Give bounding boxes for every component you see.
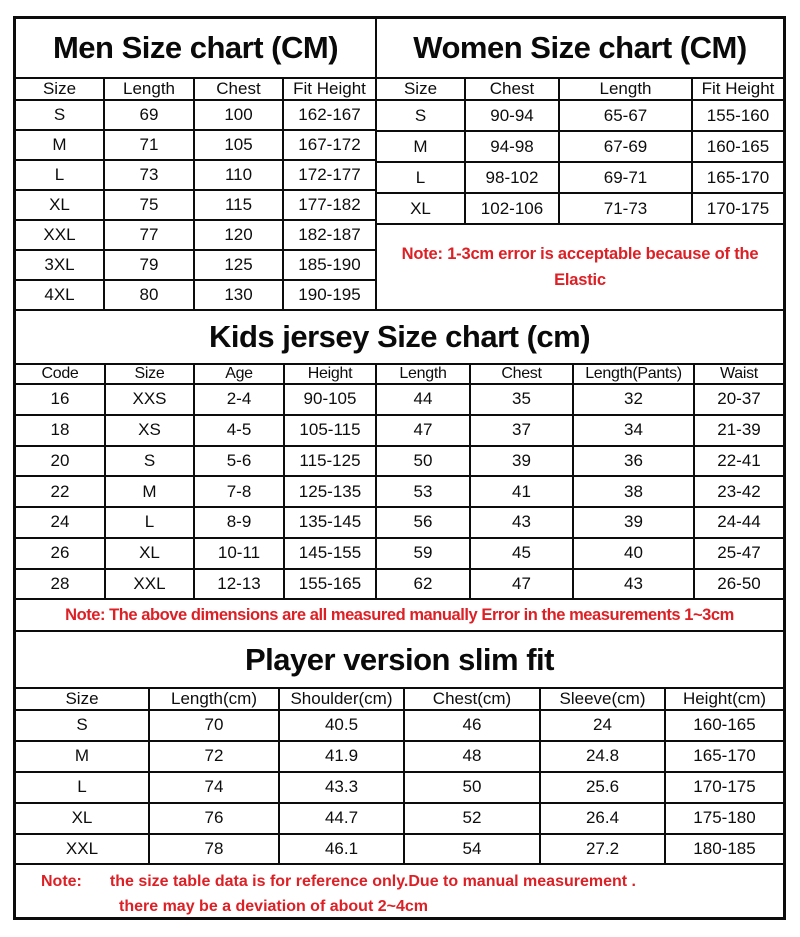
table-cell: 94-98: [465, 131, 559, 162]
table-cell: 125-135: [284, 476, 376, 507]
women-size-chart: [377, 19, 783, 309]
player-size-table: [16, 689, 783, 863]
table-cell: 77: [104, 220, 194, 250]
player-chart-title: Player version slim fit: [16, 632, 783, 689]
table-cell: 69-71: [559, 162, 692, 193]
table-cell: 3XL: [16, 250, 104, 280]
table-cell: 32: [573, 384, 694, 415]
men-size-table: [16, 79, 375, 309]
kids-table-header-row: [16, 365, 783, 384]
table-cell: 46.1: [279, 834, 404, 864]
player-version-section: [16, 632, 783, 917]
table-cell: 62: [376, 569, 470, 598]
table-cell: 165-170: [692, 162, 783, 193]
column-header: Chest: [194, 79, 283, 100]
table-cell: 110: [194, 160, 283, 190]
manual-measure-note: Note: The above dimensions are all measured manually Error in the measurements 1~3cm: [16, 598, 783, 630]
table-cell: 40.5: [279, 710, 404, 741]
player-table-header-row: [16, 689, 783, 710]
column-header: Length(cm): [149, 689, 279, 710]
table-cell: M: [16, 741, 149, 772]
table-row: [16, 741, 783, 772]
table-cell: 43: [573, 569, 694, 598]
table-row: [16, 190, 375, 220]
table-cell: M: [16, 130, 104, 160]
table-cell: 43: [470, 507, 573, 538]
table-cell: 25.6: [540, 772, 665, 803]
table-cell: 44: [376, 384, 470, 415]
table-cell: 73: [104, 160, 194, 190]
table-row: [16, 130, 375, 160]
table-cell: 48: [404, 741, 540, 772]
table-cell: S: [16, 100, 104, 130]
kids-size-table: [16, 365, 783, 598]
table-row: [16, 507, 783, 538]
table-row: [16, 100, 375, 130]
table-row: [377, 162, 783, 193]
table-cell: 69: [104, 100, 194, 130]
table-cell: 12-13: [194, 569, 284, 598]
table-cell: L: [16, 772, 149, 803]
table-cell: 65-67: [559, 100, 692, 131]
elastic-error-note-line1: Note: 1-3cm error is acceptable because of the: [401, 244, 759, 263]
table-cell: 50: [376, 446, 470, 477]
table-cell: 26: [16, 538, 105, 569]
table-row: [16, 476, 783, 507]
column-header: Chest: [465, 79, 559, 100]
table-cell: 79: [104, 250, 194, 280]
column-header: Height(cm): [665, 689, 783, 710]
column-header: Code: [16, 365, 105, 384]
table-cell: 54: [404, 834, 540, 864]
table-cell: 115: [194, 190, 283, 220]
table-cell: 16: [16, 384, 105, 415]
table-cell: 5-6: [194, 446, 284, 477]
table-cell: 185-190: [283, 250, 375, 280]
table-cell: 78: [149, 834, 279, 864]
table-cell: 26.4: [540, 803, 665, 834]
table-cell: 125: [194, 250, 283, 280]
table-cell: S: [377, 100, 465, 131]
table-cell: 20-37: [694, 384, 783, 415]
table-cell: XXL: [16, 220, 104, 250]
adult-size-section: [16, 19, 783, 311]
reference-only-note-line2: there may be a deviation of about 2~4cm: [119, 898, 428, 915]
table-row: [377, 100, 783, 131]
table-row: [16, 772, 783, 803]
table-cell: 56: [376, 507, 470, 538]
table-cell: 180-185: [665, 834, 783, 864]
table-cell: 100: [194, 100, 283, 130]
table-cell: 76: [149, 803, 279, 834]
table-cell: 24.8: [540, 741, 665, 772]
table-cell: L: [105, 507, 194, 538]
table-cell: 41: [470, 476, 573, 507]
column-header: Length: [376, 365, 470, 384]
table-cell: 2-4: [194, 384, 284, 415]
elastic-error-note-line2: Elastic: [554, 270, 606, 289]
table-cell: 71: [104, 130, 194, 160]
men-chart-title: Men Size chart (CM): [16, 19, 375, 79]
reference-only-note: [16, 863, 783, 917]
table-cell: 27.2: [540, 834, 665, 864]
table-row: [16, 803, 783, 834]
table-cell: 37: [470, 415, 573, 446]
table-cell: 160-165: [692, 131, 783, 162]
table-cell: 4XL: [16, 280, 104, 309]
table-cell: 155-165: [284, 569, 376, 598]
table-cell: 26-50: [694, 569, 783, 598]
column-header: Size: [105, 365, 194, 384]
table-cell: 10-11: [194, 538, 284, 569]
table-cell: 102-106: [465, 193, 559, 223]
column-header: Age: [194, 365, 284, 384]
table-cell: 22-41: [694, 446, 783, 477]
kids-chart-title: Kids jersey Size chart (cm): [16, 311, 783, 365]
table-cell: 47: [470, 569, 573, 598]
table-cell: 34: [573, 415, 694, 446]
elastic-error-note: [377, 223, 783, 309]
table-row: [16, 569, 783, 598]
table-cell: 190-195: [283, 280, 375, 309]
table-cell: 71-73: [559, 193, 692, 223]
table-cell: 41.9: [279, 741, 404, 772]
table-row: [16, 710, 783, 741]
table-cell: 167-172: [283, 130, 375, 160]
table-cell: 39: [573, 507, 694, 538]
size-chart-sheet: [13, 16, 786, 920]
table-cell: 170-175: [692, 193, 783, 223]
table-cell: 7-8: [194, 476, 284, 507]
table-cell: 70: [149, 710, 279, 741]
table-cell: 105-115: [284, 415, 376, 446]
table-cell: XXL: [105, 569, 194, 598]
column-header: Height: [284, 365, 376, 384]
table-cell: S: [105, 446, 194, 477]
table-cell: 135-145: [284, 507, 376, 538]
table-cell: 35: [470, 384, 573, 415]
women-chart-title: Women Size chart (CM): [377, 19, 783, 79]
table-cell: 130: [194, 280, 283, 309]
table-cell: 160-165: [665, 710, 783, 741]
men-size-chart: [16, 19, 377, 309]
women-table-header-row: [377, 79, 783, 100]
table-cell: 162-167: [283, 100, 375, 130]
table-cell: XXS: [105, 384, 194, 415]
column-header: Chest(cm): [404, 689, 540, 710]
table-cell: 43.3: [279, 772, 404, 803]
table-cell: 74: [149, 772, 279, 803]
table-cell: 21-39: [694, 415, 783, 446]
table-cell: M: [377, 131, 465, 162]
table-cell: 90-105: [284, 384, 376, 415]
table-cell: 46: [404, 710, 540, 741]
table-cell: 53: [376, 476, 470, 507]
table-cell: 98-102: [465, 162, 559, 193]
table-cell: XL: [377, 193, 465, 223]
table-cell: 22: [16, 476, 105, 507]
table-cell: 59: [376, 538, 470, 569]
table-cell: M: [105, 476, 194, 507]
table-cell: 115-125: [284, 446, 376, 477]
table-cell: 4-5: [194, 415, 284, 446]
table-cell: 44.7: [279, 803, 404, 834]
table-cell: 80: [104, 280, 194, 309]
table-cell: 67-69: [559, 131, 692, 162]
women-size-table: [377, 79, 783, 223]
table-cell: 39: [470, 446, 573, 477]
table-cell: L: [377, 162, 465, 193]
table-cell: S: [16, 710, 149, 741]
column-header: Length(Pants): [573, 365, 694, 384]
table-cell: XL: [16, 190, 104, 220]
table-row: [16, 538, 783, 569]
table-cell: XXL: [16, 834, 149, 864]
table-row: [16, 160, 375, 190]
table-cell: 36: [573, 446, 694, 477]
table-row: [377, 193, 783, 223]
table-cell: XS: [105, 415, 194, 446]
table-cell: 120: [194, 220, 283, 250]
kids-size-section: [16, 311, 783, 632]
men-table-header-row: [16, 79, 375, 100]
table-cell: 72: [149, 741, 279, 772]
table-row: [16, 834, 783, 864]
table-cell: 25-47: [694, 538, 783, 569]
column-header: Shoulder(cm): [279, 689, 404, 710]
table-cell: 40: [573, 538, 694, 569]
table-cell: 105: [194, 130, 283, 160]
table-cell: 20: [16, 446, 105, 477]
table-cell: 165-170: [665, 741, 783, 772]
table-cell: 23-42: [694, 476, 783, 507]
table-row: [16, 384, 783, 415]
column-header: Sleeve(cm): [540, 689, 665, 710]
table-cell: L: [16, 160, 104, 190]
column-header: Fit Height: [692, 79, 783, 100]
table-row: [16, 415, 783, 446]
column-header: Size: [377, 79, 465, 100]
table-cell: 182-187: [283, 220, 375, 250]
table-cell: 177-182: [283, 190, 375, 220]
table-cell: 145-155: [284, 538, 376, 569]
column-header: Waist: [694, 365, 783, 384]
table-cell: 50: [404, 772, 540, 803]
table-cell: 18: [16, 415, 105, 446]
table-cell: XL: [105, 538, 194, 569]
column-header: Length: [104, 79, 194, 100]
note-label: Note:: [41, 873, 82, 890]
table-row: [16, 250, 375, 280]
table-row: [16, 446, 783, 477]
table-cell: 75: [104, 190, 194, 220]
table-cell: 38: [573, 476, 694, 507]
column-header: Chest: [470, 365, 573, 384]
table-cell: 170-175: [665, 772, 783, 803]
table-cell: 175-180: [665, 803, 783, 834]
table-cell: 90-94: [465, 100, 559, 131]
table-cell: 45: [470, 538, 573, 569]
table-cell: 47: [376, 415, 470, 446]
note-text: the size table data is for reference only.Due to manual measurement .: [109, 873, 636, 890]
table-cell: 155-160: [692, 100, 783, 131]
column-header: Length: [559, 79, 692, 100]
column-header: Fit Height: [283, 79, 375, 100]
column-header: Size: [16, 79, 104, 100]
table-row: [377, 131, 783, 162]
reference-only-note-line1: [41, 873, 773, 891]
table-cell: 8-9: [194, 507, 284, 538]
table-cell: 52: [404, 803, 540, 834]
table-row: [16, 280, 375, 309]
column-header: Size: [16, 689, 149, 710]
table-cell: 172-177: [283, 160, 375, 190]
table-cell: 24: [16, 507, 105, 538]
table-row: [16, 220, 375, 250]
table-cell: XL: [16, 803, 149, 834]
table-cell: 24: [540, 710, 665, 741]
table-cell: 28: [16, 569, 105, 598]
table-cell: 24-44: [694, 507, 783, 538]
